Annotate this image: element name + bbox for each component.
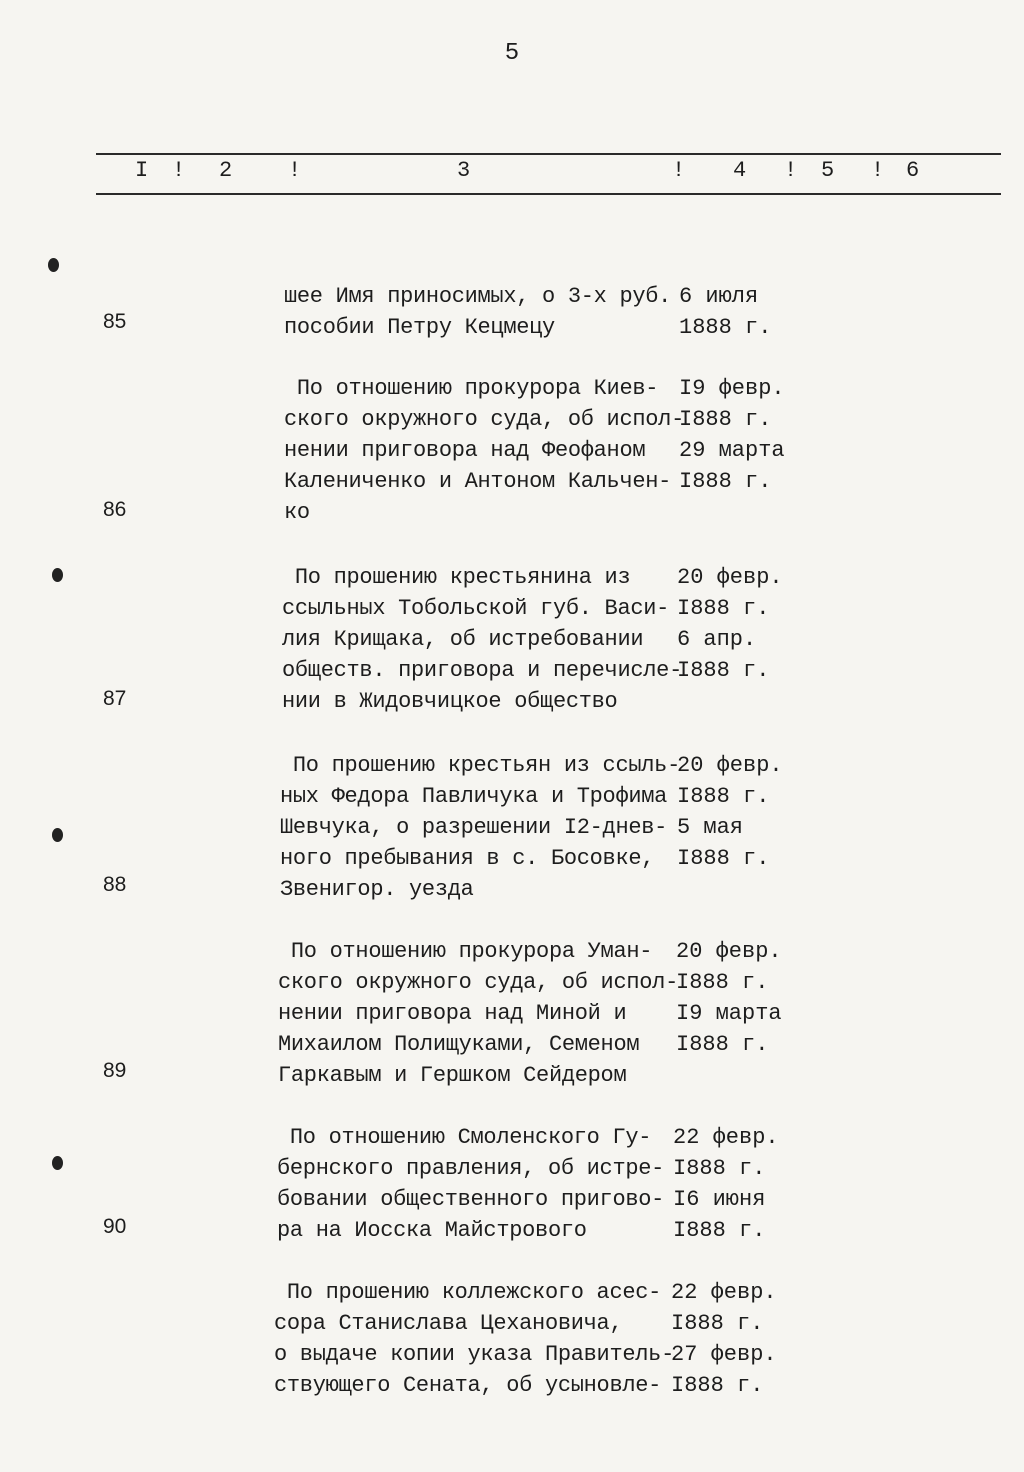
punch-hole-mark <box>52 1156 63 1170</box>
col-separator: ! <box>172 158 186 183</box>
entry-description: По прошению крестьян из ссыль- ных Федора Павличука и Трофима Шевчука, о разрешении I2-днев- ного пребывания в с. Босовке, Звенигор. уезда <box>280 753 680 902</box>
entry-description: По отношению прокурора Киев- ского окружного суда, об испол- нении приговора над Феофаном Калениченко и Антоном Кальчен- ко <box>284 376 684 525</box>
entry-number: 88 <box>103 873 127 896</box>
punch-hole-mark <box>48 258 59 272</box>
col-separator: ! <box>672 158 686 183</box>
col-header-4: 4 <box>733 158 747 183</box>
col-header-1: I <box>135 158 149 183</box>
punch-hole-mark <box>52 568 63 582</box>
entry-dates: I9 февр. I888 г. 29 марта I888 г. <box>679 376 785 494</box>
col-header-2: 2 <box>219 158 233 183</box>
punch-hole-mark <box>52 828 63 842</box>
header-top-rule <box>96 153 1001 155</box>
entry-description: шее Имя приносимых, о 3-х руб. пособии Петру Кецмецу <box>284 284 672 340</box>
entry-number: 86 <box>103 498 127 521</box>
col-header-5: 5 <box>821 158 835 183</box>
entry-description: По отношению прокурора Уман- ского окружного суда, об испол- нении приговора над Миной и Михаилом Полищуками, Семеном Гаркавым и Гершком Сейдером <box>278 939 678 1088</box>
entry-number: 85 <box>103 310 127 333</box>
col-separator: ! <box>871 158 885 183</box>
entry-dates: 22 февр. I888 г. 27 февр. I888 г. <box>671 1280 777 1398</box>
entry-number: 90 <box>103 1215 127 1238</box>
entry-description: По прошению коллежского асес- сора Станислава Цехановича, о выдаче копии указа Правитель- ствующего Сената, об усыновле- <box>274 1280 674 1398</box>
col-header-3: 3 <box>457 158 471 183</box>
col-header-6: 6 <box>906 158 920 183</box>
entry-dates: 6 июля 1888 г. <box>679 284 772 340</box>
entry-dates: 20 февр. I888 г. I9 марта I888 г. <box>676 939 782 1057</box>
page-number: 5 <box>504 40 520 67</box>
entry-description: По отношению Смоленского Гу- бернского правления, об истре- бовании общественного пригово- ра на Иосска Майстрового <box>277 1125 665 1243</box>
entry-number: 89 <box>103 1059 127 1082</box>
entry-dates: 20 февр. I888 г. 6 апр. I888 г. <box>677 565 783 683</box>
header-bottom-rule <box>96 193 1001 195</box>
col-separator: ! <box>784 158 798 183</box>
entry-description: По прошению крестьянина из ссыльных Тобольской губ. Васи- лия Крищака, об истребовании обществ. приговора и перечисле- нии в Жидовчицкое общество <box>282 565 682 714</box>
col-separator: ! <box>288 158 302 183</box>
entry-number: 87 <box>103 687 127 710</box>
entry-dates: 22 февр. I888 г. I6 июня I888 г. <box>673 1125 779 1243</box>
entry-dates: 20 февр. I888 г. 5 мая I888 г. <box>677 753 783 871</box>
